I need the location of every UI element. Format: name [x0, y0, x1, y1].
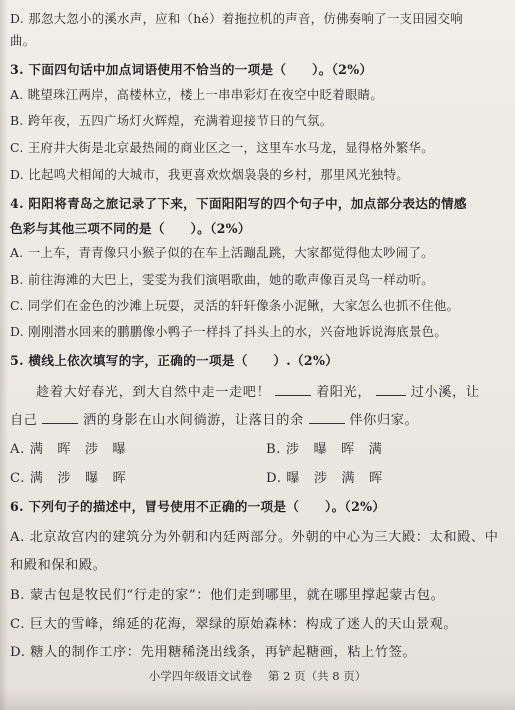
sentence-2-part-a: 自己 [10, 413, 38, 428]
question-5-option-d: D. 曝 涉 满 晖 [266, 471, 383, 486]
question-4-option-a: A. 一上车，青青像只小猴子似的在车上活蹦乱跳，大家都觉得他太吵闹了。 [10, 245, 434, 260]
question-4-option-d: D. 刚刚潜水回来的鹏鹏像小鸭子一样抖了抖头上的水，兴奋地诉说海底景色。 [10, 324, 448, 339]
question-5-sentence-line2 [10, 409, 418, 428]
question-4-title-line1: 4. 阳阳将青岛之旅记录了下来，下面阳阳写的四个句子中，加点部分表达的情感 [10, 196, 467, 211]
sentence-1-part-c: 过小溪，让 [410, 385, 480, 400]
page-bottom-shadow [0, 688, 515, 710]
question-5-title: 5. 横线上依次填写的字，正确的一项是（ ）.（2%） [10, 353, 339, 368]
question-5-option-b: B. 涉 曝 晖 满 [266, 442, 383, 457]
question-3-option-c: C. 王府井大街是北京最热闹的商业区之一，这里车水马龙，显得格外繁华。 [10, 140, 434, 155]
question-6-option-b: B. 蒙古包是牧民们“行走的家”：他们走到哪里，就在哪里撑起蒙古包。 [10, 588, 445, 603]
question-6-option-a-line1: A. 北京故宫内的建筑分为外朝和内廷两部分。外朝的中心为三大殿：太和殿、中 [10, 530, 499, 545]
question-4-title-line2: 色彩与其他三项不同的是（ ）。（2%） [10, 221, 251, 236]
question-3-title: 3. 下面四句话中加点词语使用不恰当的一项是（ ）。（2%） [10, 62, 373, 77]
fill-blank-2[interactable] [376, 385, 406, 396]
fill-blank-4[interactable] [309, 413, 345, 424]
question-6-option-c: C. 巨大的雪峰，绵延的花海，翠绿的原始森林：构成了迷人的天山景观。 [10, 617, 458, 632]
question-6-title: 6. 下列句子的描述中，冒号使用不正确的一项是（ ）。（2%） [10, 499, 386, 514]
question-5-sentence-line1 [36, 381, 480, 400]
page-edge-shadow [0, 0, 8, 710]
question-4-option-c: C. 同学们在金色的沙滩上玩耍，灵活的轩轩像条小泥鳅，大家怎么也抓不住他。 [10, 298, 460, 313]
sentence-2-part-c: 伴你归家。 [349, 413, 419, 428]
page-number: 第 2 页（共 8 页） [267, 669, 367, 683]
fill-blank-3[interactable] [42, 413, 78, 424]
question-5-option-c: C. 满 涉 曝 晖 [10, 471, 127, 486]
question-3-option-a: A. 眺望珠江两岸，高楼林立，楼上一串串彩灯在夜空中眨着眼睛。 [10, 87, 384, 102]
page-footer [0, 668, 515, 684]
question-3-option-d: D. 比起鸣犬相闻的大城市，我更喜欢炊烟袅袅的乡村，那里风光独特。 [10, 167, 409, 182]
fill-blank-1[interactable] [275, 385, 311, 396]
sentence-2-part-b: 洒的身影在山水间徜游，让落日的余 [83, 413, 304, 428]
exam-title: 小学四年级语文试卷 [148, 669, 253, 683]
q2-option-d-line1: D. 那忽大忽小的溪水声，应和（hé）着拖拉机的声音，仿佛奏响了一支田园交响 [10, 11, 463, 26]
question-5-option-a: A. 满 晖 涉 曝 [10, 442, 127, 457]
sentence-1-part-a: 趁着大好春光，到大自然中走一走吧！ [36, 385, 271, 400]
question-4-option-b: B. 前往海滩的大巴上，雯雯为我们演唱歌曲，她的歌声像百灵鸟一样动听。 [10, 272, 434, 287]
question-6-option-a-line2: 和殿和保和殿。 [10, 558, 107, 573]
question-3-option-b: B. 跨年夜，五四广场灯火辉煌，充满着迎接节日的气氛。 [10, 113, 333, 128]
question-6-option-d: D. 糖人的制作工序：先用糖稀浇出线条，再铲起糖画，粘上竹签。 [10, 645, 417, 660]
sentence-1-part-b: 着阳光， [315, 385, 372, 400]
q2-option-d-line2: 曲。 [10, 33, 36, 48]
